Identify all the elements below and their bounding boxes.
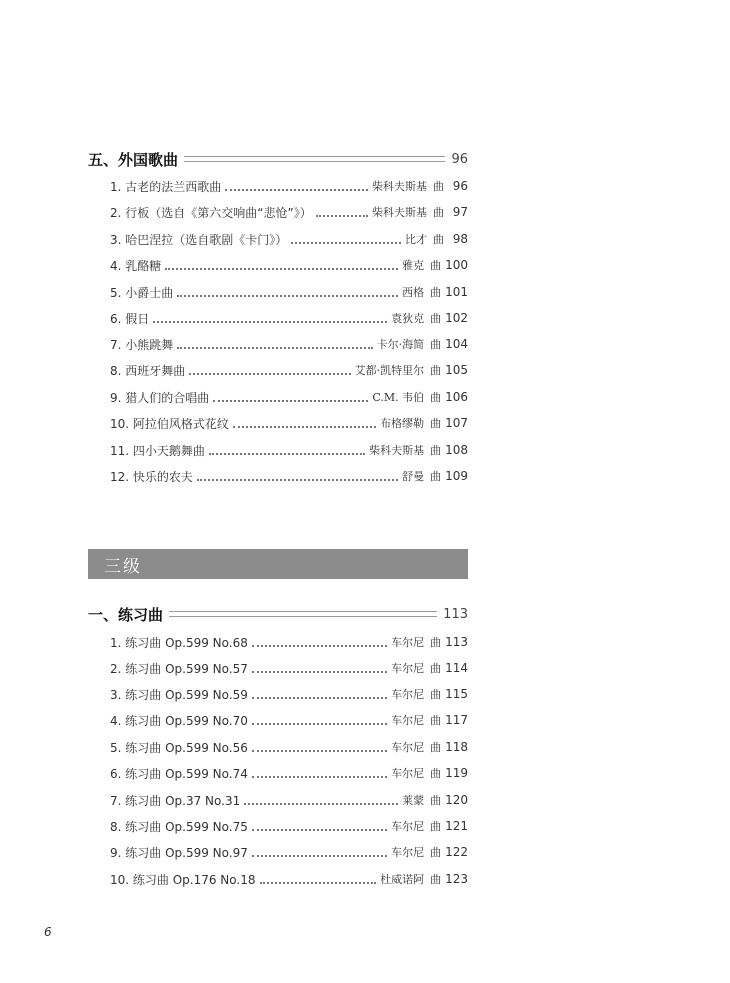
dot-leader (165, 267, 398, 270)
toc-entry[interactable] (110, 176, 468, 196)
toc-entry[interactable] (110, 255, 468, 275)
toc-entry[interactable] (110, 684, 468, 704)
toc-entry[interactable] (110, 763, 468, 783)
dot-leader (244, 802, 398, 805)
entry-page: 123 (445, 872, 468, 886)
entry-title: 10. 阿拉伯风格式花纹 (110, 416, 229, 431)
toc-entry[interactable] (110, 202, 468, 222)
entry-page: 108 (445, 443, 468, 457)
entry-title: 10. 练习曲 Op.176 No.18 (110, 872, 256, 887)
entry-qu: 曲 (430, 714, 442, 727)
entry-title: 8. 西班牙舞曲 (110, 363, 186, 378)
dot-leader (252, 749, 387, 752)
entry-qu: 曲 (430, 391, 442, 404)
entry-page: 119 (445, 766, 468, 780)
entry-page: 109 (445, 469, 468, 483)
entry-qu: 曲 (433, 180, 444, 193)
entry-qu: 曲 (430, 741, 442, 754)
entry-qu: 曲 (430, 312, 442, 325)
toc-entry[interactable] (110, 413, 468, 433)
toc-entry[interactable] (110, 842, 468, 862)
section-page-number: 113 (443, 606, 468, 622)
toc-entry[interactable] (110, 282, 468, 302)
entry-title: 2. 行板（选自《第六交响曲“悲怆”》） (110, 205, 312, 220)
toc-entry[interactable] (110, 440, 468, 460)
entry-page: 113 (445, 635, 468, 649)
entry-composer: C.M. 韦伯 (372, 391, 425, 404)
dot-leader (177, 294, 398, 297)
entry-qu: 曲 (430, 820, 442, 833)
entry-composer: 柴科夫斯基 (369, 444, 425, 457)
entry-page: 107 (445, 416, 468, 430)
section-page-number: 96 (451, 151, 468, 167)
entry-composer: 西格 (402, 286, 425, 299)
entry-title: 4. 乳酪糖 (110, 258, 162, 273)
dot-leader (209, 452, 365, 455)
dot-leader (252, 670, 387, 673)
entry-qu: 曲 (430, 662, 442, 675)
entry-composer: 柴科夫斯基 (372, 180, 427, 193)
toc-entry[interactable] (110, 334, 468, 354)
entry-qu: 曲 (433, 206, 444, 219)
entry-qu: 曲 (430, 364, 442, 377)
entry-qu: 曲 (430, 338, 442, 351)
entry-composer: 车尔尼 (391, 636, 425, 649)
entry-composer: 卡尔·海简 (376, 338, 425, 351)
toc-entry[interactable] (110, 632, 468, 652)
entry-title: 2. 练习曲 Op.599 No.57 (110, 661, 248, 676)
entry-qu: 曲 (430, 470, 442, 483)
entry-page: 118 (445, 740, 468, 754)
dot-leader (252, 696, 387, 699)
entry-title: 5. 小爵士曲 (110, 285, 174, 300)
entry-page: 115 (445, 687, 468, 701)
section-title: 一、练习曲 (88, 605, 164, 624)
dot-leader (260, 881, 377, 884)
dot-leader (233, 425, 376, 428)
entry-title: 1. 古老的法兰西歌曲 (110, 179, 222, 194)
entry-composer: 袁狄克 (391, 312, 425, 325)
toc-entry[interactable] (110, 387, 468, 407)
entry-title: 4. 练习曲 Op.599 No.70 (110, 713, 248, 728)
entry-page: 97 (452, 205, 468, 219)
entry-composer: 车尔尼 (391, 767, 425, 780)
dot-leader (225, 188, 368, 191)
page-number: 6 (44, 925, 52, 939)
entry-composer: 柴科夫斯基 (372, 206, 427, 219)
toc-entry[interactable] (110, 308, 468, 328)
entry-page: 101 (445, 285, 468, 299)
entry-title: 8. 练习曲 Op.599 No.75 (110, 819, 248, 834)
level-banner (88, 549, 468, 579)
entry-title: 5. 练习曲 Op.599 No.56 (110, 740, 248, 755)
entry-page: 96 (452, 179, 468, 193)
entry-title: 3. 练习曲 Op.599 No.59 (110, 687, 248, 702)
toc-entry[interactable] (110, 790, 468, 810)
entry-page: 121 (445, 819, 468, 833)
entry-composer: 车尔尼 (391, 714, 425, 727)
entry-page: 120 (445, 793, 468, 807)
entry-composer: 车尔尼 (391, 846, 425, 859)
toc-entry[interactable] (110, 658, 468, 678)
entry-title: 9. 猎人们的合唱曲 (110, 390, 210, 405)
entry-title: 7. 小熊跳舞 (110, 337, 174, 352)
entry-title: 7. 练习曲 Op.37 No.31 (110, 793, 241, 808)
entry-page: 117 (445, 713, 468, 727)
toc-entry[interactable] (110, 466, 468, 486)
toc-entry[interactable] (110, 710, 468, 730)
entry-page: 114 (445, 661, 468, 675)
level-label: 三级 (104, 557, 142, 577)
entry-qu: 曲 (430, 767, 442, 780)
dot-leader (252, 722, 387, 725)
dot-leader (153, 320, 387, 323)
section-header-foreign-songs (88, 148, 468, 170)
toc-entry[interactable] (110, 360, 468, 380)
entry-qu: 曲 (430, 444, 442, 457)
section-rule (169, 611, 437, 617)
entry-qu: 曲 (430, 873, 442, 886)
entry-composer: 比才 (405, 233, 427, 246)
section-title: 五、外国歌曲 (88, 150, 179, 169)
dot-leader (189, 372, 350, 375)
entry-composer: 莱蒙 (402, 794, 425, 807)
entry-qu: 曲 (430, 259, 442, 272)
entry-page: 100 (445, 258, 468, 272)
entry-composer: 雅克 (402, 259, 425, 272)
toc-entry[interactable] (110, 229, 468, 249)
entry-title: 11. 四小天鹅舞曲 (110, 443, 205, 458)
dot-leader (197, 478, 398, 481)
dot-leader (252, 644, 387, 647)
toc-entry[interactable] (110, 869, 468, 889)
entry-qu: 曲 (433, 233, 444, 246)
entry-composer: 舒曼 (402, 470, 425, 483)
dot-leader (252, 775, 387, 778)
entry-composer: 艾都·凯特里尔 (354, 364, 425, 377)
entry-qu: 曲 (430, 846, 442, 859)
entry-title: 12. 快乐的农夫 (110, 469, 193, 484)
toc-entry[interactable] (110, 737, 468, 757)
entry-composer: 车尔尼 (391, 820, 425, 833)
dot-leader (213, 399, 368, 402)
toc-entry[interactable] (110, 816, 468, 836)
entry-composer: 车尔尼 (391, 688, 425, 701)
entry-composer: 车尔尼 (391, 741, 425, 754)
dot-leader (252, 828, 387, 831)
entry-title: 1. 练习曲 Op.599 No.68 (110, 635, 248, 650)
entry-composer: 车尔尼 (391, 662, 425, 675)
entry-qu: 曲 (430, 636, 442, 649)
entry-page: 122 (445, 845, 468, 859)
dot-leader (252, 854, 387, 857)
entry-title: 6. 练习曲 Op.599 No.74 (110, 766, 248, 781)
dot-leader (291, 241, 401, 244)
entry-page: 98 (452, 232, 468, 246)
entry-title: 3. 哈巴涅拉（选自歌剧《卡门》） (110, 232, 288, 247)
entry-page: 105 (445, 363, 468, 377)
section-rule (184, 156, 445, 162)
entry-composer: 布格缪勒 (380, 417, 425, 430)
entry-composer: 杜威诺阿 (380, 873, 425, 886)
entry-qu: 曲 (430, 794, 442, 807)
entry-page: 106 (445, 390, 468, 404)
entry-qu: 曲 (430, 286, 442, 299)
entry-qu: 曲 (430, 417, 442, 430)
entry-title: 6. 假日 (110, 311, 150, 326)
dot-leader (177, 346, 372, 349)
entry-title: 9. 练习曲 Op.599 No.97 (110, 845, 248, 860)
dot-leader (316, 214, 368, 217)
entry-page: 102 (445, 311, 468, 325)
entry-page: 104 (445, 337, 468, 351)
section-header-etudes (88, 603, 468, 625)
entry-qu: 曲 (430, 688, 442, 701)
